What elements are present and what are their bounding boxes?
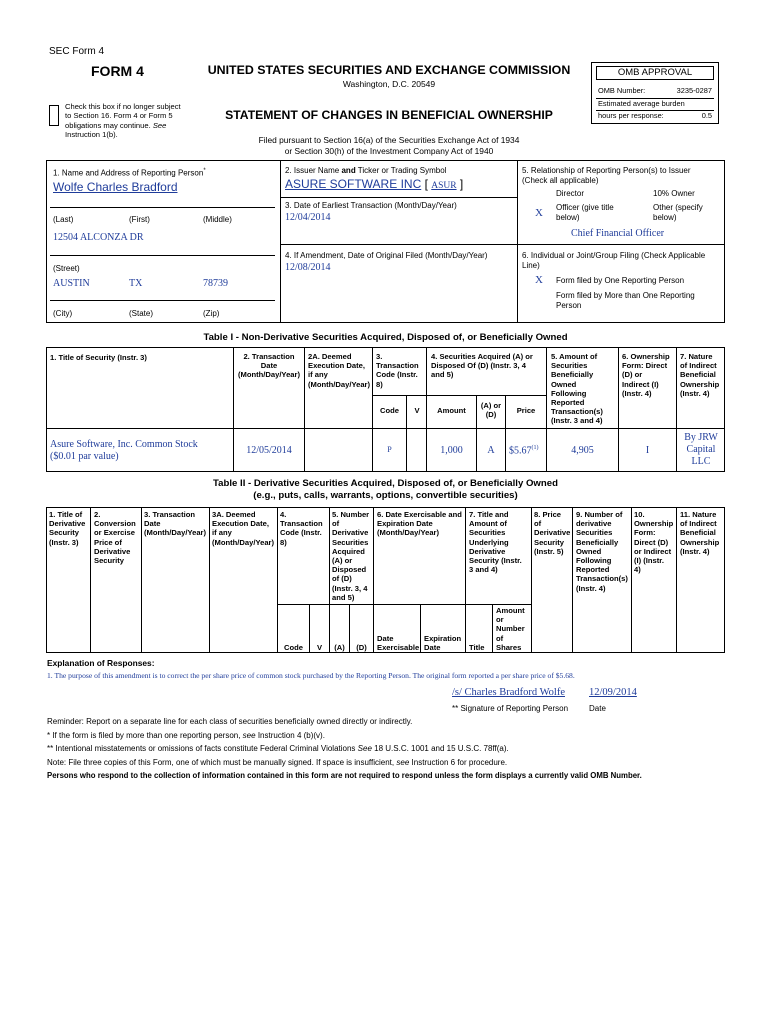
officer-option: Officer (give title below) [556, 203, 614, 222]
explanation-label: Explanation of Responses: [47, 658, 155, 668]
check-text: Check this box if no longer subject to Section 16. Form 4 or Form 5 obligations may continue. See Instruction 1(b). [65, 102, 181, 139]
signature-date: 12/09/2014 [589, 687, 637, 698]
t2-sub-date-ex: Date Exercisable [377, 634, 420, 653]
omb-hours: 0.5 [701, 111, 712, 120]
signature: /s/ Charles Bradford Wolfe [452, 687, 565, 698]
omb-burden-label: Estimated average burden [598, 99, 685, 108]
last-label: (Last) [53, 215, 74, 224]
t1-h3: 3. Transaction Code (Instr. 8) [376, 352, 419, 389]
middle-label: (Middle) [203, 215, 232, 224]
issuer-name: ASURE SOFTWARE INC [ ASUR ] [285, 177, 464, 191]
issuer-name-link[interactable]: ASURE SOFTWARE INC [285, 177, 422, 191]
t2-h8: 8. Price of Derivative Security (Instr. 5) [534, 510, 571, 556]
t2-h4: 4. Transaction Code (Instr. 8) [280, 510, 323, 547]
t2-sub-amount: Amount or Number of Shares [496, 606, 525, 652]
note-copies: Note: File three copies of this Form, one of which must be manually signed. If space is insufficient, see Instruction 6 for procedure. [47, 758, 508, 767]
signature-label: ** Signature of Reporting Person [452, 704, 569, 713]
relationship-label: 5. Relationship of Reporting Person(s) to Issuer (Check all applicable) [522, 166, 691, 185]
t1-sub-code: Code [380, 406, 399, 415]
t1-sub-ad: (A) or (D) [480, 401, 502, 420]
commission-address: Washington, D.C. 20549 [342, 79, 436, 89]
section16-checkbox[interactable] [49, 105, 59, 126]
t2-h1: 1. Title of Derivative Security (Instr. 3) [49, 510, 86, 547]
filing-label: 6. Individual or Joint/Group Filing (Check Applicable Line) [522, 251, 706, 270]
officer-mark: X [535, 207, 543, 219]
omb-approval-box [591, 62, 719, 124]
t2-h9: 9. Number of derivative Securities Beneficially Owned Following Reported Transaction(s) (Instr. 4) [576, 510, 628, 593]
footnote-star1: * If the form is filed by more than one reporting person, see Instruction 4 (b)(v). [47, 731, 325, 740]
filed-pursuant: Filed pursuant to Section 16(a) of the Securities Exchange Act of 1934 or Section 30(h) of the Investment Company Act of 1940 [258, 135, 520, 156]
director-option: Director [556, 189, 585, 198]
t1-h2a: 2A. Deemed Execution Date, if any (Month/Day/Year) [308, 352, 371, 389]
t2-sub-code: Code [284, 643, 303, 652]
t1-h7: 7. Nature of Indirect Beneficial Ownership (Instr. 4) [680, 352, 720, 398]
persons-notice: Persons who respond to the collection of information contained in this form are not required to respond unless the form displays a currently valid OMB Number. [47, 771, 642, 780]
t1-h1: 1. Title of Security (Instr. 3) [50, 353, 147, 362]
t1-row-code: P [387, 445, 392, 454]
amendment-date: 12/08/2014 [285, 262, 331, 273]
t1-sub-v: V [414, 406, 420, 415]
form-title: FORM 4 [91, 63, 144, 79]
t2-h10: 10. Ownership Form: Direct (D) or Indirect (I) (Instr. 4) [634, 510, 674, 575]
t2-h7: 7. Title and Amount of Securities Underlying Derivative Security (Instr. 3 and 4) [469, 510, 522, 575]
t1-row-date: 12/05/2014 [246, 445, 292, 456]
first-label: (First) [129, 215, 150, 224]
t1-row-owned: 4,905 [571, 445, 594, 456]
street-label: (Street) [53, 264, 80, 273]
filing-one: Form filed by One Reporting Person [556, 276, 685, 285]
statement-title: STATEMENT OF CHANGES IN BENEFICIAL OWNERSHIP [225, 108, 553, 122]
t1-row-amount: 1,000 [440, 445, 463, 456]
t2-sub-d: (D) [356, 643, 367, 652]
omb-number-label: OMB Number: [598, 86, 646, 95]
t2-sub-title: Title [469, 643, 485, 652]
date-label: Date [589, 704, 606, 713]
t1-row-form: I [645, 445, 650, 456]
state-value: TX [129, 278, 143, 289]
t2-h6: 6. Date Exercisable and Expiration Date (Month/Day/Year) [377, 510, 462, 538]
issuer-label: 2. Issuer Name and Ticker or Trading Symbol [285, 166, 447, 175]
t2-h11: 11. Nature of Indirect Beneficial Ownership (Instr. 4) [680, 510, 720, 556]
reminder: Reminder: Report on a separate line for each class of securities beneficially owned directly or indirectly. [47, 717, 413, 726]
t1-row-title: Asure Software, Inc. Common Stock ($0.01 par value) [50, 439, 198, 462]
t2-h3: 3. Transaction Date (Month/Day/Year) [144, 510, 207, 538]
zip-value: 78739 [203, 278, 228, 289]
omb-title: OMB APPROVAL [596, 66, 714, 80]
t1-h4: 4. Securities Acquired (A) or Disposed Of (D) (Instr. 3, 4 and 5) [431, 352, 533, 380]
t2-h2: 2. Conversion or Exercise Price of Derivative Security [94, 510, 136, 566]
filing-more: Form filed by More than One Reporting Person [556, 291, 695, 310]
city-label: (City) [53, 309, 73, 318]
t1-h6: 6. Ownership Form: Direct (D) or Indirect (I) (Instr. 4) [622, 352, 670, 398]
ticker-link[interactable]: ASUR [431, 181, 457, 191]
t1-h5: 5. Amount of Securities Beneficially Owned Following Reported Transaction(s) (Instr. 3 and 4) [551, 352, 603, 426]
commission-title: UNITED STATES SECURITIES AND EXCHANGE COMMISSION [207, 63, 571, 77]
price-footnote[interactable]: (1) [531, 445, 539, 451]
zip-label: (Zip) [203, 309, 220, 318]
t1-row-ad: A [487, 445, 495, 456]
reporting-person-name[interactable]: Wolfe Charles Bradford [53, 180, 178, 194]
t2-sub-v: V [316, 643, 323, 652]
street-address: 12504 ALCONZA DR [53, 232, 144, 243]
earliest-date-label: 3. Date of Earliest Transaction (Month/Day/Year) [285, 201, 457, 210]
t2-sub-exp: Expiration Date [424, 634, 462, 653]
table1-title: Table I - Non-Derivative Securities Acquired, Disposed of, or Beneficially Owned [203, 332, 568, 343]
t1-row-nature: By JRW Capital LLC [684, 432, 718, 467]
t1-sub-price: Price [516, 406, 536, 415]
omb-hours-label: hours per response: [598, 111, 664, 120]
omb-number: 3235-0287 [676, 86, 712, 95]
reporting-person-label: 1. Name and Address of Reporting Person* [53, 168, 206, 178]
city-value: AUSTIN [53, 278, 90, 289]
footnote-star2: ** Intentional misstatements or omissions of facts constitute Federal Criminal Violations See 18 U.S.C. 1001 and 15 U.S.C. 78ff(a). [47, 744, 509, 753]
t2-sub-a: (A) [334, 643, 345, 652]
filing-mark: X [535, 274, 543, 286]
table2-title: Table II - Derivative Securities Acquired, Disposed of, or Beneficially Owned (e.g., puts, calls, warrants, options, convertible securities) [213, 478, 558, 501]
explanation-note-1: 1. The purpose of this amendment is to correct the per share price of common stock purchased by the Reporting Person. The original form reported a per share price of $5.68. [47, 671, 575, 680]
t1-sub-amount: Amount [437, 406, 466, 415]
state-label: (State) [129, 309, 154, 318]
t1-h2: 2. Transaction Date (Month/Day/Year) [237, 352, 301, 380]
ten-percent-option: 10% Owner [653, 189, 695, 198]
earliest-date: 12/04/2014 [285, 212, 331, 223]
t2-h5: 5. Number of Derivative Securities Acquired (A) or Disposed of (D) (Instr. 3, 4 and 5) [332, 510, 370, 602]
t2-h3a: 3A. Deemed Execution Date, if any (Month/Day/Year) [212, 510, 275, 547]
officer-title: Chief Financial Officer [571, 228, 665, 239]
sec-form-label: SEC Form 4 [49, 46, 105, 57]
amendment-label: 4. If Amendment, Date of Original Filed (Month/Day/Year) [285, 251, 488, 260]
other-option: Other (specify below) [653, 203, 703, 222]
t1-row-price: $5.67$^{(1)}$ [509, 445, 539, 457]
